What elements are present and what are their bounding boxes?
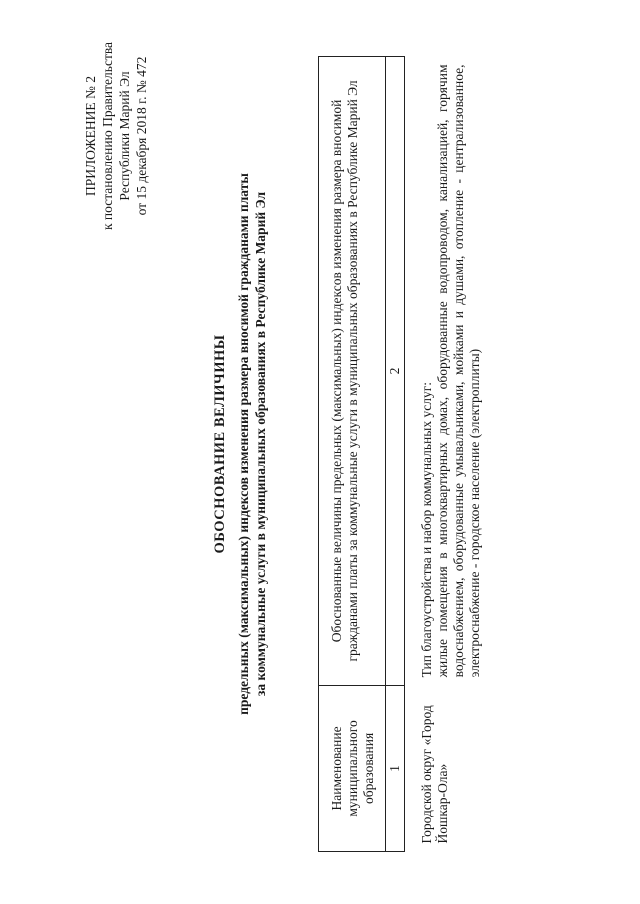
header-indices: Обоснованные величины предельных (максимальных) индексов изменения размера вносимой гражданами платы за коммунальные услуги в муниципальных образованиях в Республике Марий Эл bbox=[319, 57, 386, 686]
column-number-1: 1 bbox=[386, 685, 405, 851]
appendix-resolution: к постановлению Правительства bbox=[100, 41, 115, 231]
column-number-row bbox=[386, 57, 405, 852]
index-table bbox=[318, 56, 483, 852]
document-subtitle-line-1: предельных (максимальных) индексов изменения размера вносимой гражданами платы bbox=[236, 173, 251, 715]
appendix-number: ПРИЛОЖЕНИЕ № 2 bbox=[83, 75, 98, 197]
amenity-body: жилые помещения в многоквартирных домах, оборудованные водопроводом, канализацией, горячим водоснабжением, оборудованные умывальниками, мойками и душами, отопление - централизованное, электроснабжение - городское население (электроплиты) bbox=[435, 64, 482, 678]
header-municipality: Наименование муниципального образования bbox=[319, 685, 386, 851]
column-number-2: 2 bbox=[386, 57, 405, 686]
table-row bbox=[405, 57, 484, 852]
document-title-block bbox=[212, 54, 269, 834]
document-title: ОБОСНОВАНИЕ ВЕЛИЧИНЫ bbox=[212, 334, 228, 554]
amenity-title: Тип благоустройства и набор коммунальных услуг: bbox=[419, 382, 434, 678]
amenity-description bbox=[405, 57, 484, 686]
appendix-block bbox=[82, 26, 150, 246]
appendix-date: от 15 декабря 2018 г. № 472 bbox=[134, 56, 149, 216]
municipality-name: Городской округ «Город Йошкар-Ола» bbox=[419, 705, 450, 844]
appendix-republic: Республики Марий Эл bbox=[117, 71, 132, 201]
document-subtitle-line-2: за коммунальные услуги в муниципальных образованиях в Республике Марий Эл bbox=[253, 191, 268, 697]
table-header-row bbox=[319, 57, 386, 852]
